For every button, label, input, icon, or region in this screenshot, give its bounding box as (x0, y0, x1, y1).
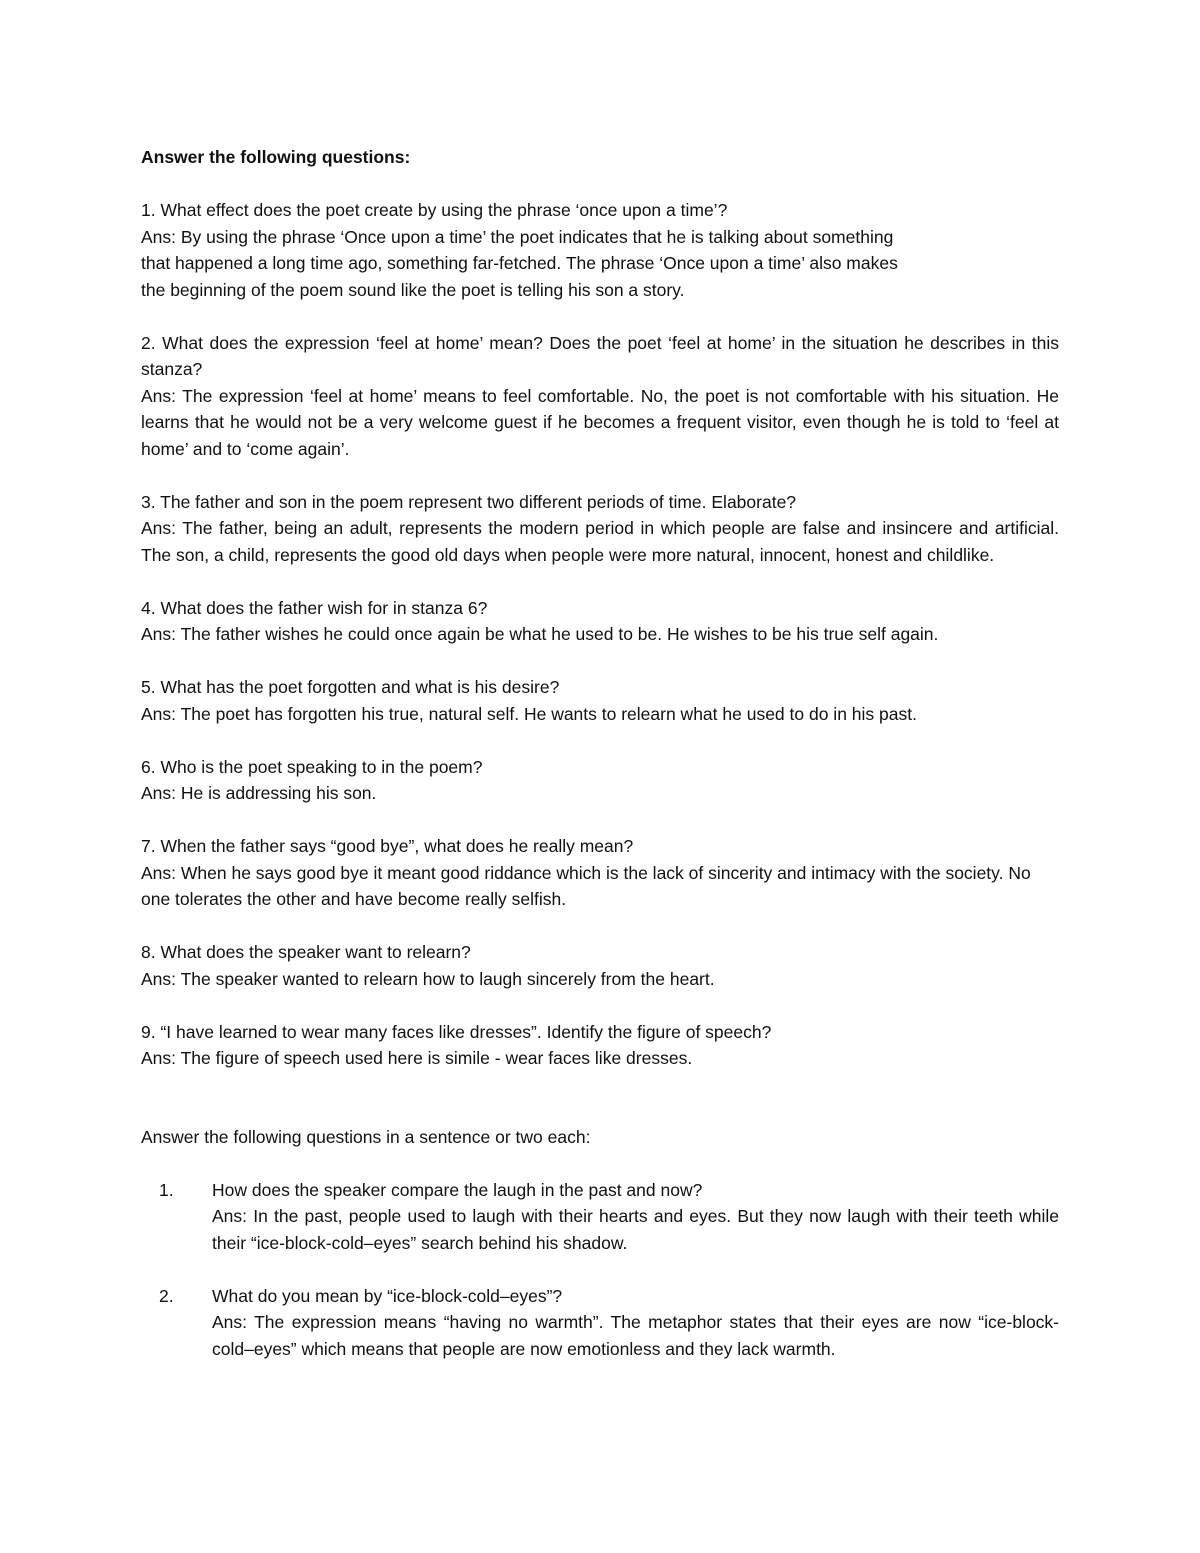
question-text: 4. What does the father wish for in stanza 6? (141, 597, 488, 618)
numbered-question-list (141, 1177, 1059, 1363)
question-text: 7. When the father says “good bye”, what does he really mean? (141, 836, 634, 856)
answer-text: Ans: The father, being an adult, represents the modern period in which people are false and insincere and artificial. The son, a child, represents the good old days when people were more natural, innocent, honest and childlike. (141, 518, 1059, 565)
answer-line: the beginning of the poem sound like the poet is telling his son a story. (141, 279, 685, 300)
answer-line: that happened a long time ago, something far-fetched. The phrase ‘Once upon a time’ also makes (141, 253, 898, 273)
question-text: 1. What effect does the poet create by using the phrase ‘once upon a time’? (141, 200, 728, 220)
question-text: 2. What does the expression ‘feel at home’ mean? Does the poet ‘feel at home’ in the situation he describes in this stanza? (141, 332, 1059, 379)
answer-text: Ans: In the past, people used to laugh with their hearts and eyes. But they now laugh with their teeth while their “ice-block-cold–eyes” search behind his shadow. (212, 1206, 1059, 1253)
question-text: 5. What has the poet forgotten and what is his desire? (141, 677, 560, 697)
list-item (141, 1283, 1059, 1363)
question-block-3 (141, 489, 1059, 569)
list-number: 2. (159, 1285, 174, 1306)
answer-text: Ans: The speaker wanted to relearn how to laugh sincerely from the heart. (141, 968, 715, 989)
answer-text: Ans: When he says good bye it meant good riddance which is the lack of sincerity and intimacy with the society. No one tolerates the other and have become really selfish. (141, 862, 1031, 909)
answer-line: Ans: By using the phrase ‘Once upon a time’ the poet indicates that he is talking about something (141, 226, 894, 247)
question-text: 9. “I have learned to wear many faces like dresses”. Identify the figure of speech? (141, 1021, 772, 1042)
question-text: 8. What does the speaker want to relearn? (141, 942, 471, 962)
question-block-4 (141, 595, 1059, 648)
question-block-5 (141, 674, 1059, 727)
question-text: 6. Who is the poet speaking to in the poem? (141, 756, 483, 777)
answer-text: Ans: He is addressing his son. (141, 783, 377, 803)
question-block-8 (141, 939, 1059, 992)
answer-text: Ans: The poet has forgotten his true, natural self. He wants to relearn what he used to do in his past. (141, 703, 917, 724)
list-item (141, 1177, 1059, 1257)
answer-text: Ans: The expression ‘feel at home’ means to feel comfortable. No, the poet is not comfortable with his situation. He learns that he would not be a very welcome guest if he becomes a frequent visitor, even though he is told to ‘feel at home’ and to ‘come again’. (141, 385, 1059, 459)
question-text: 3. The father and son in the poem represent two different periods of time. Elaborate? (141, 491, 797, 512)
question-block-7 (141, 833, 1059, 913)
section-heading: Answer the following questions: (141, 147, 411, 167)
list-number: 1. (159, 1179, 174, 1200)
question-block-1 (141, 197, 1059, 303)
answer-text: Ans: The expression means “having no warmth”. The metaphor states that their eyes are now “ice-block-cold–eyes” which means that people are now emotionless and they lack warmth. (212, 1312, 1059, 1359)
question-text: What do you mean by “ice-block-cold–eyes”? (212, 1285, 563, 1306)
question-text: How does the speaker compare the laugh in the past and now? (212, 1179, 703, 1200)
answer-text: Ans: The figure of speech used here is simile - wear faces like dresses. (141, 1048, 693, 1068)
question-block-2 (141, 330, 1059, 463)
question-block-6 (141, 754, 1059, 807)
document-page (141, 144, 1059, 1389)
question-block-9 (141, 1019, 1059, 1072)
section-2-heading: Answer the following questions in a sentence or two each: (141, 1126, 591, 1147)
answer-text: Ans: The father wishes he could once again be what he used to be. He wishes to be his true self again. (141, 624, 939, 644)
